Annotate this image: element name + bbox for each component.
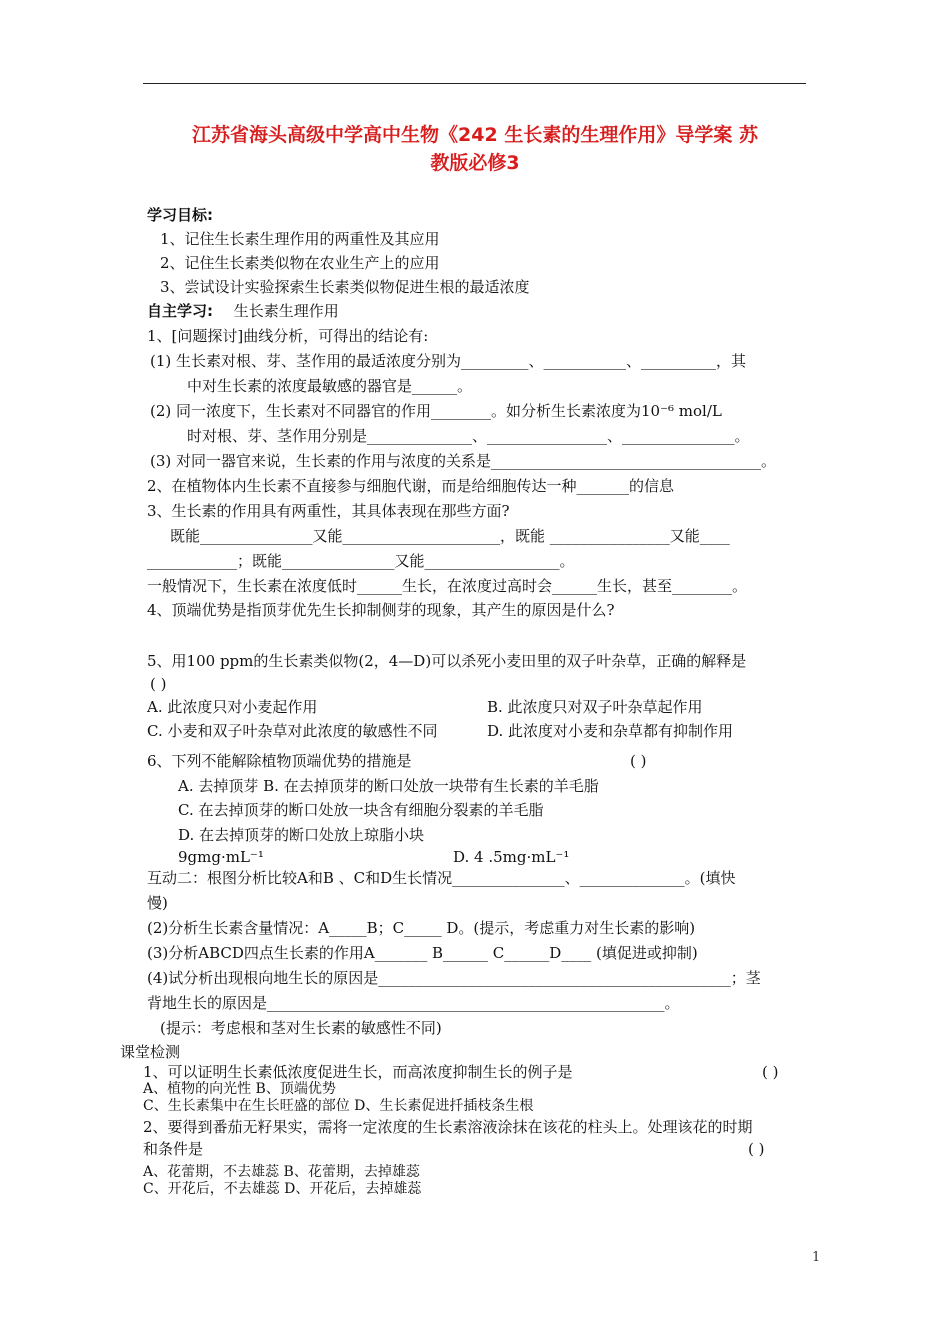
q5-option-b: B. 此浓度只对双子叶杂草起作用 <box>487 698 703 716</box>
q5-answer-paren: ( ) <box>150 675 167 693</box>
q1-part1: (1) 生长素对根、芽、茎作用的最适浓度分别为_________、___________、__________，其 <box>150 352 747 370</box>
self-study-topic: 生长素生理作用 <box>233 302 339 320</box>
doc-title-line1: 江苏省海头高级中学高中生物《242 生长素的生理作用》导学案 苏 <box>192 124 758 146</box>
q1-part2: (2) 同一浓度下，生长素对不同器官的作用________。如分析生长素浓度为10⁻⁶ mol/L <box>150 402 722 420</box>
question-6: 6、下列不能解除植物顶端优势的措施是 <box>147 752 412 770</box>
objectives-heading: 学习目标: <box>147 206 213 224</box>
q3-line-b: ____________；既能_______________又能__________________。 <box>147 552 575 570</box>
header-rule <box>143 83 806 84</box>
check-q2-paren: ( ) <box>748 1140 765 1158</box>
interaction-2-q3: (3)分析ABCD四点生长素的作用A_______ B______ C______D____ (填促进或抑制) <box>147 944 698 962</box>
interaction-2-q4: (4)试分析出现根向地生长的原因是_______________________________________________；茎 <box>147 969 761 987</box>
doc-title-line2: 教版必修3 <box>430 152 520 174</box>
question-1: 1、[问题探讨]曲线分析，可得出的结论有: <box>147 327 429 345</box>
check-q2-options-ab: A、花蕾期，不去雄蕊 B、花蕾期，去掉雄蕊 <box>143 1164 420 1180</box>
question-5: 5、用100 ppm的生长素类似物(2，4—D)可以杀死小麦田里的双子叶杂草，正确的解释是 <box>147 652 747 670</box>
interaction-2-tip: (提示：考虑根和茎对生长素的敏感性不同) <box>160 1019 442 1037</box>
self-study-label: 自主学习: <box>147 302 213 320</box>
check-question-1: 1、可以证明生长素低浓度促进生长，而高浓度抑制生长的例子是 <box>143 1063 573 1081</box>
objective-3: 3、尝试设计实验探索生长素类似物促进生根的最适浓度 <box>160 278 530 296</box>
unit-left: 9gmg·mL⁻¹ <box>178 848 264 866</box>
q3-line-c: 一般情况下，生长素在浓度低时______生长，在浓度过高时会______生长，甚至________。 <box>147 577 748 595</box>
interaction-2-cont: 慢) <box>147 894 168 912</box>
q1-part1-cont: 中对生长素的浓度最敏感的器官是______。 <box>187 377 473 395</box>
q3-line-a: 既能_______________又能_____________________，既能 ________________又能____ <box>170 527 730 545</box>
self-study-line <box>147 301 339 321</box>
q1-part2-cont: 时对根、芽、茎作用分别是______________、________________、_______________。 <box>187 427 750 445</box>
question-3: 3、生长素的作用具有两重性，其具体表现在那些方面? <box>147 502 510 520</box>
class-check-heading: 课堂检测 <box>120 1043 181 1061</box>
objective-2: 2、记住生长素类似物在农业生产上的应用 <box>160 254 440 272</box>
check-q1-paren: ( ) <box>762 1063 779 1081</box>
interaction-2-q2: (2)分析生长素含量情况：A_____B；C_____ D。(提示，考虑重力对生长素的影响) <box>147 919 696 937</box>
check-q1-options-cd: C、生长素集中在生长旺盛的部位 D、生长素促进扦插枝条生根 <box>143 1098 534 1114</box>
q5-option-a: A. 此浓度只对小麦起作用 <box>147 698 318 716</box>
q5-option-d: D. 此浓度对小麦和杂草都有抑制作用 <box>487 722 734 740</box>
check-question-2-cont: 和条件是 <box>143 1140 204 1158</box>
q6-answer-paren: ( ) <box>630 752 647 770</box>
unit-right: D. 4 .5mg·mL⁻¹ <box>453 848 570 866</box>
q6-option-c: C. 在去掉顶芽的断口处放一块含有细胞分裂素的羊毛脂 <box>178 801 544 819</box>
interaction-2: 互动二：根图分析比较A和B 、C和D生长情况_______________、______________。(填快 <box>147 869 736 887</box>
q5-option-c: C. 小麦和双子叶杂草对此浓度的敏感性不同 <box>147 722 438 740</box>
page-number: 1 <box>812 1250 821 1265</box>
check-q2-options-cd: C、开花后，不去雄蕊 D、开花后，去掉雄蕊 <box>143 1181 422 1197</box>
check-question-2: 2、要得到番茄无籽果实，需将一定浓度的生长素溶液涂抹在该花的柱头上。处理该花的时期 <box>143 1118 753 1136</box>
check-q1-options-ab: A、植物的向光性 B、顶端优势 <box>143 1081 336 1097</box>
question-4: 4、顶端优势是指顶芽优先生长抑制侧芽的现象，其产生的原因是什么? <box>147 601 615 619</box>
objective-1: 1、记住生长素生理作用的两重性及其应用 <box>160 230 440 248</box>
q1-part3: (3) 对同一器官来说，生长素的作用与浓度的关系是____________________________________。 <box>150 452 777 470</box>
interaction-2-q4-cont: 背地生长的原因是_____________________________________________________。 <box>147 994 680 1012</box>
q6-option-d: D. 在去掉顶芽的断口处放上琼脂小块 <box>178 826 425 844</box>
q6-options-ab: A. 去掉顶芽 B. 在去掉顶芽的断口处放一块带有生长素的羊毛脂 <box>178 777 599 795</box>
question-2: 2、在植物体内生长素不直接参与细胞代谢，而是给细胞传达一种_______的信息 <box>147 477 675 495</box>
